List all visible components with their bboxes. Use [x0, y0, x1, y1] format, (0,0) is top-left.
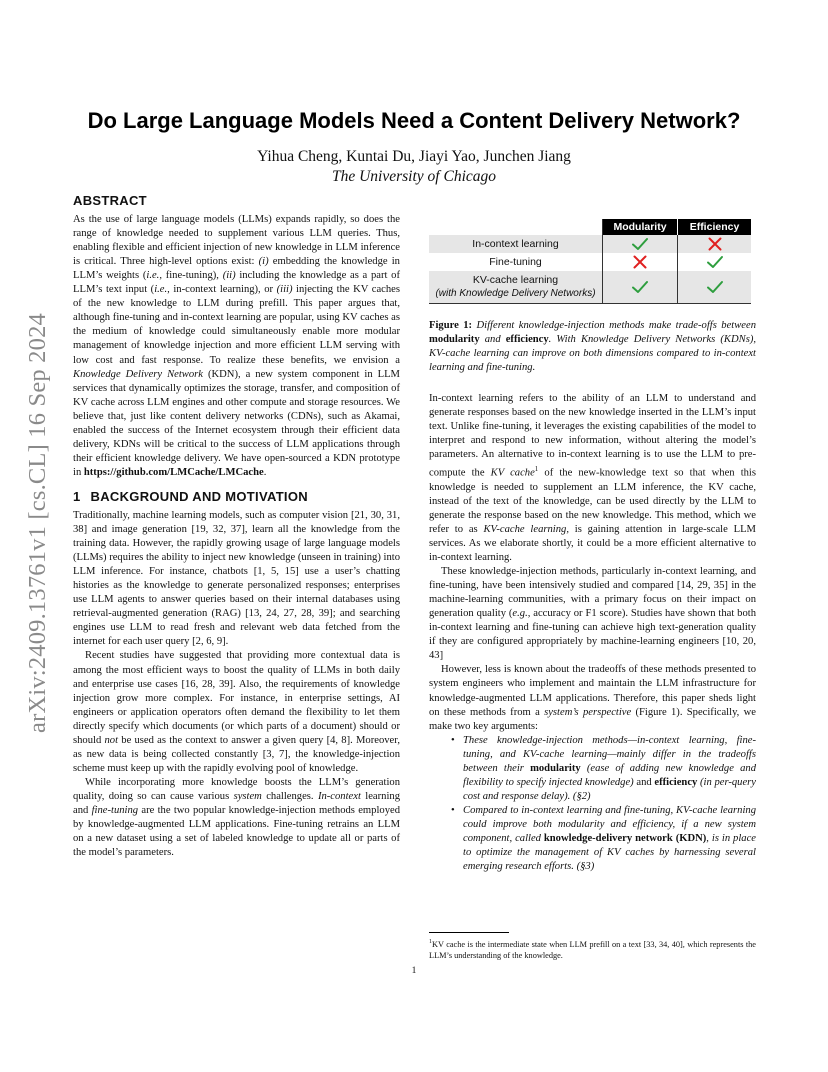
row-label: Fine-tuning: [429, 253, 603, 271]
row-label: In-context learning: [429, 235, 603, 253]
left-column: [73, 194, 400, 860]
modularity-header: Modularity: [603, 219, 678, 235]
paper-title: Do Large Language Models Need a Content Delivery Network?: [87, 108, 741, 133]
arxiv-watermark: arXiv:2409.13761v1 [cs.CL] 16 Sep 2024: [24, 313, 51, 733]
footnote-ref: 1: [534, 465, 539, 474]
right-paragraph-1: In-context learning refers to the ability of an LLM to understand and generate responses based on the new knowledge inserted in the LLM’s input text. Unlike fine-tuning, it leverages the existing capabilities of the model to interpret and respond to new information, without altering the model’s parameters. An alternative to in-context learning is to use the LLM to pre-compute the KV cache$^1$ of the new-knowledge text so that when this knowledge is needed to supplement an LLM inference, the KV cache, instead of the text of the knowledge, can be used directly by the LLM to generate the response based on the new knowledge. This method, which we refer to as KV-cache learning, is gaining attention in large-scale LLM services. As we elaborate shortly, it could be a more efficient alternative to in-context learning.: [429, 393, 757, 564]
table-row: [429, 271, 751, 304]
cross-icon: [678, 236, 751, 252]
row-label: KV-cache learning (with Knowledge Delivery Networks): [429, 271, 603, 304]
right-column: [429, 392, 756, 874]
right-paragraph-3: However, less is known about the tradeoffs of these methods presented to system engineers who implement and maintain the LLM infrastructure for knowledge-augmented LLM applications. Therefore, this paper sheds light on these methods from a system’s perspective (Figure 1). Specifically, we make two key arguments:: [429, 664, 756, 732]
figure-1-table: [429, 219, 751, 304]
section-1-heading: 1 BACKGROUND AND MOTIVATION: [73, 488, 308, 504]
list-item: • These knowledge-injection methods—in-context learning, fine-tuning, and KV-cache learning—mainly differ in the tradeoffs between their modularity (ease of adding new knowledge and flexibility to specify injected knowledge) and efficiency (in per-query cost and response delay). (§2): [463, 734, 756, 804]
check-icon: [678, 254, 751, 270]
table-row: [429, 253, 751, 271]
check-icon: [603, 236, 677, 252]
footnote-divider: [429, 932, 509, 933]
page-number: 1: [411, 966, 417, 976]
list-item: • Compared to in-context learning and fine-tuning, KV-cache learning could improve both modularity and efficiency, if a new system component, called knowledge-delivery network (KDN), is in place to optimize the management of KV caches by harnessing several emerging research efforts. (§3): [463, 804, 756, 874]
check-icon: [603, 279, 677, 295]
table-row: [429, 235, 751, 253]
footnote: $^1$KV cache is the intermediate state when LLM prefill on a text [33, 34, 40], which represents the LLM’s understanding of the knowledge.: [429, 939, 756, 961]
efficiency-header: Efficiency: [678, 219, 752, 235]
section-1-paragraph-1: Traditionally, machine learning models, such as computer vision [21, 30, 31, 38] and image generation [19, 32, 37], learn all the knowledge from the training data. However, the rapidly growing usage of large language models (LLMs) requires the ability to inject new knowledge (unseen in training) into LLM inference. For instance, chatbots [1, 5, 15] use a user’s chatting histories as the knowledge to generate personalized responses; enterprises use LLM agents to answer queries based on their internal databases using retrieval-augmented generation (RAG) [13, 24, 27, 28, 39]; and searching engines use LLM to read fresh and relevant web data fetched from the internet for each user query [2, 6, 9].: [73, 509, 400, 648]
figure-1-caption: Figure 1: Different knowledge-injection methods make trade-offs between modularity and efficiency. With Knowledge Delivery Networks (KDNs), KV-cache learning can improve on both dimensions compared to in-context learning and fine-tuning.: [429, 320, 756, 373]
section-1-paragraph-2: Recent studies have suggested that providing more contextual data is among the most efficient ways to boost the quality of LLMs in both daily and enterprise use cases [16, 28, 39]. Also, the requirements of knowledge injection grow more complex. For instance, in enterprise settings, AI engineers or application operators often demand the flexibility to let them directly specify which documents (or which parts of a document) should or should not be used as the context to answer a given query [4, 8]. Moreover, as new data is being collected constantly [3, 7], the knowledge-injection scheme must keep up with the rapidly evolving pool of knowledge.: [73, 650, 400, 774]
abstract-text: As the use of large language models (LLMs) expands rapidly, so does the range of knowledge needed to supplement various LLM queries. Thus, enabling flexible and efficient injection of new knowledge in LLM inference is critical. Three high-level options exist: (i) embedding the knowledge in LLM’s weights (i.e., fine-tuning), (ii) including the knowledge as a part of LLM’s text input (i.e., in-context learning), or (iii) injecting the KV caches of the new knowledge to LLM during prefill. This paper argues that, although fine-tuning and in-context learning are popular, using KV caches as the medium of knowledge could simultaneously enable more modular management of knowledge injection and more efficient LLM serving with low cost and fast response. To realize these benefits, we envision a Knowledge Delivery Network (KDN), a new system component in LLM services that dynamically optimizes the storage, transfer, and composition of KV cache across LLM engines and other compute and storage resources. We believe that, just like content delivery networks (CDNs), such as Akamai, enabled the success of the Internet ecosystem through their efficient data delivery, KDNs will be critical to the success of LLM applications through their efficient knowledge delivery. We have open-sourced a KDN prototype in https://github.com/LMCache/LMCache.: [73, 214, 400, 478]
check-icon: [678, 279, 751, 295]
section-1-paragraph-3: While incorporating more knowledge boosts the LLM’s generation quality, doing so can cause various system challenges. In-context learning and fine-tuning are the two popular knowledge-injection methods employed by knowledge-augmented LLM applications. Fine-tuning retrains an LLM on a new dataset using a set of labeled knowledge to update all or parts of the model’s parameters.: [73, 776, 400, 859]
cross-icon: [603, 254, 677, 270]
row-sublabel: (with Knowledge Delivery Networks): [435, 288, 596, 299]
right-paragraph-2: These knowledge-injection methods, particularly in-context learning, and fine-tuning, have been intensively studied and compared [14, 29, 35] in the machine-learning communities, with a primary focus on their impact on generation quality (e.g., accuracy or F1 score). Studies have shown that both in-context learning and fine-tuning can achieve high text-generation quality if they are configured appropriately by machine-learning engineers [10, 20, 43]: [429, 566, 756, 662]
github-link[interactable]: https://github.com/LMCache/LMCache: [83, 466, 264, 478]
abstract-heading: ABSTRACT: [73, 193, 147, 208]
argument-list: [429, 734, 756, 874]
affiliation: The University of Chicago: [331, 168, 497, 185]
author-list: Yihua Cheng, Kuntai Du, Jiayi Yao, Junchen Jiang: [257, 148, 571, 165]
